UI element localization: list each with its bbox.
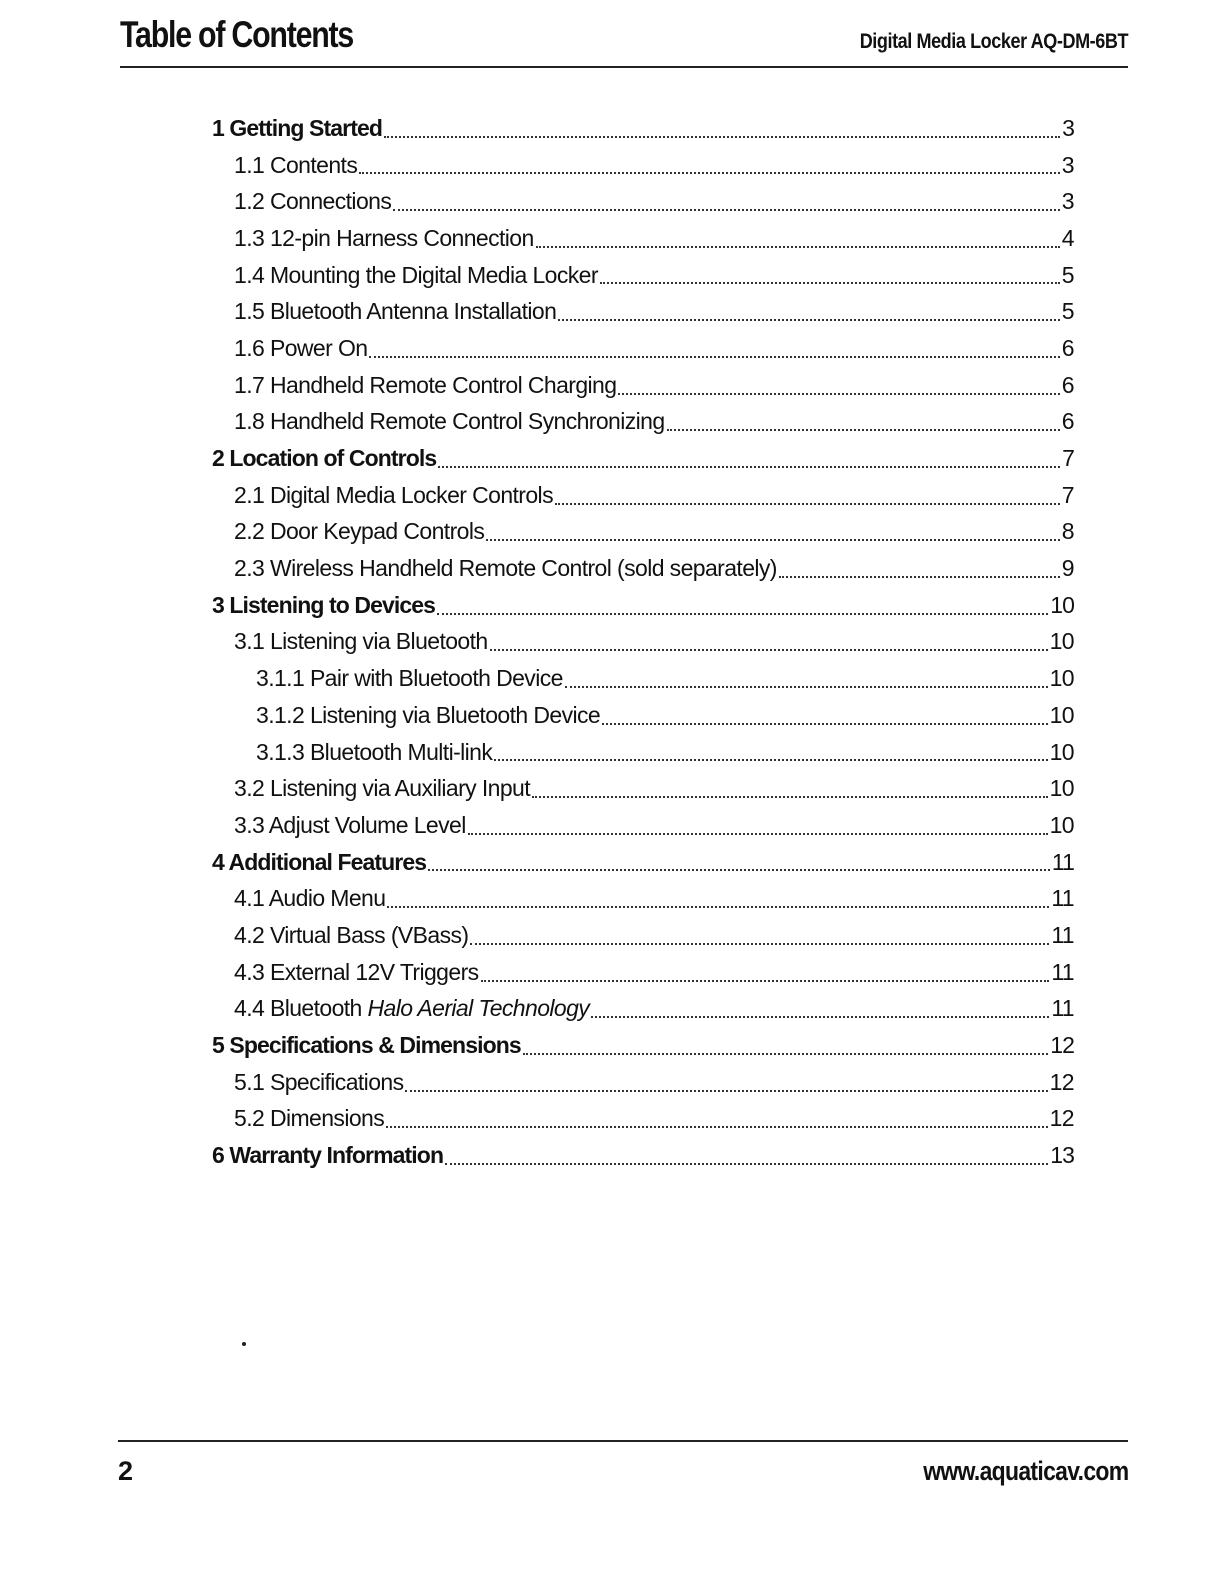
toc-entry-page: 10 bbox=[1049, 775, 1074, 802]
toc-entry-label bbox=[212, 1032, 521, 1059]
toc-entry-page: 10 bbox=[1049, 665, 1074, 692]
toc-entry-label-text: 3 Listening to Devices bbox=[212, 591, 436, 618]
toc-entry-label bbox=[234, 408, 665, 435]
toc-entry-label bbox=[234, 959, 479, 986]
toc-entry-page: 10 bbox=[1049, 738, 1074, 765]
toc-entry-label-text: 2.2 Door Keypad Controls bbox=[234, 518, 485, 545]
toc-entry[interactable] bbox=[212, 1064, 1074, 1101]
toc-entry-page: 11 bbox=[1051, 848, 1074, 875]
toc-entry-label bbox=[234, 335, 367, 362]
toc-entry-label-text: 4.2 Virtual Bass (VBass) bbox=[234, 921, 469, 948]
toc-entry-label bbox=[212, 115, 382, 142]
dot-leader bbox=[470, 943, 1049, 945]
toc-entry-page: 6 bbox=[1061, 408, 1074, 435]
toc-entry-label-text: 1 Getting Started bbox=[212, 114, 383, 141]
toc-entry-label bbox=[234, 885, 385, 912]
dot-leader bbox=[532, 796, 1048, 798]
toc-entry-label bbox=[212, 592, 435, 619]
toc-entry-page: 12 bbox=[1049, 1068, 1074, 1095]
toc-entry-label bbox=[212, 1142, 443, 1169]
toc-entry-page: 6 bbox=[1061, 334, 1074, 361]
toc-entry[interactable] bbox=[212, 477, 1074, 514]
toc-entry-label-text: 3.3 Adjust Volume Level bbox=[234, 811, 466, 838]
toc-entry-page: 10 bbox=[1049, 701, 1074, 728]
dot-leader bbox=[405, 1090, 1047, 1092]
dot-leader bbox=[486, 539, 1060, 541]
toc-entry[interactable] bbox=[212, 183, 1074, 220]
toc-entry[interactable] bbox=[212, 807, 1074, 844]
dot-leader bbox=[591, 1016, 1049, 1018]
toc-entry-page: 7 bbox=[1062, 445, 1074, 472]
toc-entry[interactable] bbox=[212, 624, 1074, 661]
toc-entry-page: 10 bbox=[1050, 591, 1074, 618]
toc-entry-label-text: 3.1.1 Pair with Bluetooth Device bbox=[256, 665, 563, 692]
toc-entry-label bbox=[256, 665, 563, 692]
toc-entry[interactable] bbox=[212, 660, 1074, 697]
toc-entry[interactable] bbox=[212, 844, 1074, 881]
toc-entry-page: 10 bbox=[1049, 811, 1074, 838]
dot-leader bbox=[437, 613, 1048, 615]
toc-entry-label bbox=[234, 225, 534, 252]
dot-leader bbox=[490, 649, 1048, 651]
toc-entry[interactable] bbox=[212, 697, 1074, 734]
toc-entry-page: 11 bbox=[1051, 921, 1074, 948]
toc-entry-label-text: 3.1 Listening via Bluetooth bbox=[234, 628, 488, 655]
toc-entry-label bbox=[234, 298, 556, 325]
toc-entry[interactable] bbox=[212, 257, 1074, 294]
toc-entry-label bbox=[234, 188, 391, 215]
toc-entry-label bbox=[234, 262, 598, 289]
toc-entry[interactable] bbox=[212, 514, 1074, 551]
dot-leader bbox=[536, 246, 1060, 248]
toc-entry-label-text: 3.1.2 Listening via Bluetooth Device bbox=[256, 701, 601, 728]
dot-leader bbox=[523, 1053, 1048, 1055]
toc-entry-label bbox=[234, 518, 484, 545]
toc-entry-label bbox=[212, 849, 426, 876]
toc-entry-page: 12 bbox=[1050, 1032, 1074, 1059]
table-of-contents bbox=[212, 110, 1074, 1174]
toc-entry[interactable] bbox=[212, 1027, 1074, 1064]
toc-entry-label bbox=[212, 445, 436, 472]
toc-entry-label bbox=[234, 1069, 403, 1096]
toc-entry[interactable] bbox=[212, 147, 1074, 184]
toc-entry-label-text: 1.6 Power On bbox=[234, 334, 368, 361]
dot-leader bbox=[555, 503, 1060, 505]
page-footer bbox=[118, 1440, 1128, 1502]
toc-entry-label-text: 2 Location of Controls bbox=[212, 445, 437, 472]
dot-leader bbox=[369, 356, 1059, 358]
toc-entry-label-text: 2.3 Wireless Handheld Remote Control (sold separately) bbox=[234, 555, 777, 582]
toc-entry-page: 11 bbox=[1051, 995, 1074, 1022]
toc-entry-label-text: 5.1 Specifications bbox=[234, 1068, 404, 1095]
dot-leader bbox=[481, 980, 1050, 982]
toc-entry[interactable] bbox=[212, 404, 1074, 441]
toc-entry[interactable] bbox=[212, 734, 1074, 771]
toc-entry-label bbox=[234, 152, 357, 179]
toc-entry-label bbox=[234, 372, 616, 399]
page-title: Table of Contents bbox=[120, 14, 354, 55]
dot-leader bbox=[565, 686, 1048, 688]
toc-entry[interactable] bbox=[212, 880, 1074, 917]
toc-entry-page: 4 bbox=[1061, 224, 1074, 251]
toc-entry[interactable] bbox=[212, 587, 1074, 624]
toc-entry-page: 9 bbox=[1061, 555, 1074, 582]
dot-leader bbox=[618, 393, 1059, 395]
dot-leader bbox=[667, 429, 1060, 431]
dot-leader bbox=[558, 319, 1059, 321]
toc-entry-label bbox=[234, 1105, 384, 1132]
website-url: www.aquaticav.com bbox=[922, 1456, 1128, 1486]
dot-leader bbox=[386, 1126, 1047, 1128]
toc-entry-label-text: 1.1 Contents bbox=[234, 151, 358, 178]
toc-entry-page: 6 bbox=[1061, 371, 1074, 398]
toc-entry-page: 3 bbox=[1061, 188, 1074, 215]
toc-entry[interactable] bbox=[212, 1137, 1074, 1174]
toc-entry-label-text: 1.5 Bluetooth Antenna Installation bbox=[234, 298, 557, 325]
toc-entry-page: 8 bbox=[1061, 518, 1074, 545]
toc-entry-page: 5 bbox=[1061, 261, 1074, 288]
dot-leader bbox=[428, 869, 1050, 871]
toc-entry[interactable] bbox=[212, 367, 1074, 404]
dot-leader bbox=[494, 759, 1047, 761]
dot-leader bbox=[779, 576, 1060, 578]
toc-entry[interactable] bbox=[212, 770, 1074, 807]
toc-entry-label-text: 1.2 Connections bbox=[234, 188, 392, 215]
toc-entry[interactable] bbox=[212, 917, 1074, 954]
toc-entry-label bbox=[234, 628, 488, 655]
toc-entry-label-text: 1.3 12-pin Harness Connection bbox=[234, 224, 534, 251]
toc-entry-page: 12 bbox=[1049, 1105, 1074, 1132]
dot-leader bbox=[384, 136, 1060, 138]
toc-entry[interactable] bbox=[212, 330, 1074, 367]
toc-entry-label-text: 3.2 Listening via Auxiliary Input bbox=[234, 775, 531, 802]
toc-entry-label bbox=[234, 482, 553, 509]
toc-entry[interactable] bbox=[212, 954, 1074, 991]
toc-entry[interactable] bbox=[212, 991, 1074, 1028]
toc-entry-label bbox=[234, 555, 777, 582]
page-number: 2 bbox=[118, 1456, 134, 1486]
toc-entry[interactable] bbox=[212, 550, 1074, 587]
toc-entry-label bbox=[234, 812, 466, 839]
toc-entry[interactable] bbox=[212, 293, 1074, 330]
toc-entry-label-text: 5 Specifications & Dimensions bbox=[212, 1032, 521, 1059]
toc-entry[interactable] bbox=[212, 220, 1074, 257]
toc-entry-page: 3 bbox=[1061, 151, 1074, 178]
toc-entry-page: 10 bbox=[1049, 628, 1074, 655]
dot-leader bbox=[600, 282, 1060, 284]
dot-leader bbox=[602, 723, 1048, 725]
toc-entry-label-text: 5.2 Dimensions bbox=[234, 1105, 385, 1132]
toc-entry-label-text: 4.3 External 12V Triggers bbox=[234, 958, 479, 985]
dot-leader bbox=[359, 172, 1060, 174]
toc-entry[interactable] bbox=[212, 440, 1074, 477]
toc-entry-label-text: 1.7 Handheld Remote Control Charging bbox=[234, 371, 617, 398]
toc-entry-label-text: 1.4 Mounting the Digital Media Locker bbox=[234, 261, 598, 288]
toc-entry-label-text: 4.1 Audio Menu bbox=[234, 885, 386, 912]
toc-entry-page: 11 bbox=[1051, 958, 1074, 985]
product-name: Digital Media Locker AQ-DM-6BT bbox=[859, 30, 1128, 53]
toc-entry-label bbox=[256, 739, 492, 766]
toc-entry-label-italic: Halo Aerial Technology bbox=[367, 995, 590, 1022]
toc-entry-label-text: 4 Additional Features bbox=[212, 848, 427, 875]
toc-entry-label-text: 4.4 Bluetooth bbox=[234, 995, 368, 1022]
toc-entry[interactable] bbox=[212, 110, 1074, 147]
toc-entry-page: 13 bbox=[1050, 1142, 1074, 1169]
toc-entry-label bbox=[256, 702, 600, 729]
toc-entry-label-text: 6 Warranty Information bbox=[212, 1142, 444, 1169]
toc-entry-label bbox=[234, 995, 589, 1022]
dot-leader bbox=[468, 833, 1048, 835]
toc-entry-label bbox=[234, 922, 468, 949]
dot-leader bbox=[445, 1163, 1048, 1165]
toc-entry-label bbox=[234, 775, 530, 802]
toc-entry-page: 3 bbox=[1062, 114, 1074, 141]
toc-entry-page: 11 bbox=[1051, 885, 1074, 912]
toc-entry-page: 7 bbox=[1061, 481, 1074, 508]
toc-entry-label-text: 3.1.3 Bluetooth Multi-link bbox=[256, 738, 493, 765]
dot-leader bbox=[393, 209, 1060, 211]
dot-leader bbox=[438, 466, 1060, 468]
scan-speck bbox=[242, 1342, 246, 1346]
toc-entry-label-text: 1.8 Handheld Remote Control Synchronizing bbox=[234, 408, 665, 435]
dot-leader bbox=[387, 906, 1049, 908]
page-header bbox=[120, 12, 1128, 68]
toc-entry[interactable] bbox=[212, 1101, 1074, 1138]
toc-entry-label-text: 2.1 Digital Media Locker Controls bbox=[234, 481, 553, 508]
toc-entry-page: 5 bbox=[1061, 298, 1074, 325]
